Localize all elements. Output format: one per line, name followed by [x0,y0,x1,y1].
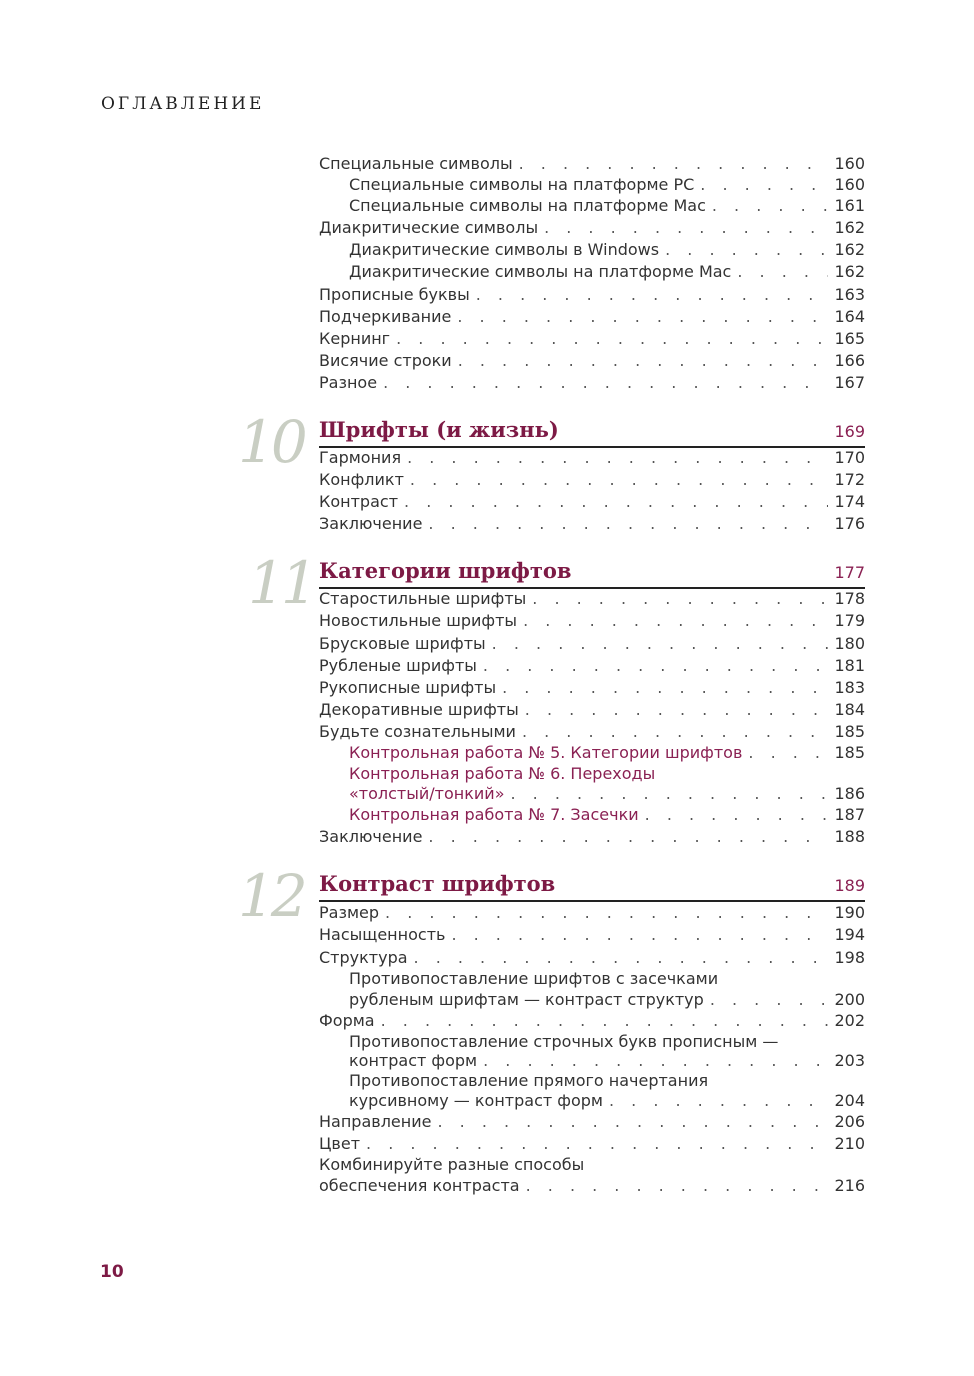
entry-title: Контрольная работа № 5. Категории шрифтов [349,743,743,762]
entry-title: Направление [319,1112,432,1131]
toc-entry[interactable] [319,217,865,239]
chapter-number: 10 [238,408,304,476]
dot-leader [523,610,828,632]
chapter-title: Категории шрифтов [319,558,572,583]
entry-page: 187 [834,805,865,824]
entry-title: обеспечения контраста [319,1176,520,1195]
entry-title: Брусковые шрифты [319,634,486,653]
dot-leader [665,239,828,261]
toc-entry[interactable] [319,699,865,721]
entry-title: Специальные символы на платформе Mac [349,196,706,215]
dot-leader [457,306,828,328]
chapter-title: Контраст шрифтов [319,871,556,896]
toc-entry[interactable] [319,610,865,632]
entry-page: 210 [834,1134,865,1153]
toc-entry[interactable] [319,655,865,677]
entry-page: 194 [834,925,865,944]
entry-page: 179 [834,611,865,630]
dot-leader [383,372,828,394]
chapter-page: 169 [834,422,865,441]
entry-page: 162 [834,262,865,281]
entry-title: Прописные буквы [319,285,470,304]
entry-title: Специальные символы [319,154,513,173]
entry-page: 200 [834,990,865,1009]
entry-title: Заключение [319,827,423,846]
dot-leader [525,699,829,721]
dot-leader [645,804,829,826]
entry-title-line: Контрольная работа № 6. Переходы [349,764,656,783]
dot-leader [410,469,829,491]
toc-entry[interactable] [319,153,865,175]
entry-page: 180 [834,634,865,653]
entry-page: 188 [834,827,865,846]
entry-title-line: Противопоставление прямого начертания [349,1071,709,1090]
toc-entry[interactable] [319,1111,865,1133]
entry-page: 166 [834,351,865,370]
entry-title: Кернинг [319,329,391,348]
entry-page: 167 [834,373,865,392]
dot-leader [414,947,829,969]
entry-title: курсивному — контраст форм [349,1091,603,1110]
toc-entry[interactable] [319,1133,865,1155]
chapter-number: 12 [238,862,304,930]
toc-entry[interactable] [319,328,865,350]
entry-title: Насыщенность [319,925,446,944]
entry-page: 204 [834,1091,865,1110]
dot-leader [381,1010,829,1032]
entry-title: Контраст [319,492,399,511]
entry-page: 185 [834,722,865,741]
chapter-heading[interactable] [319,870,865,902]
dot-leader [428,513,828,535]
entry-title: Будьте сознательными [319,722,516,741]
dot-leader [526,1175,829,1197]
entry-page: 165 [834,329,865,348]
entry-page: 203 [834,1051,865,1070]
entry-title: Диакритические символы на платформе Mac [349,262,732,281]
chapter-page: 177 [834,563,865,582]
entry-title: контраст форм [349,1051,478,1070]
entry-title: Структура [319,948,408,967]
toc-subentry[interactable] [349,261,865,283]
toc-entry[interactable] [319,721,865,743]
toc-entry[interactable] [319,826,865,848]
entry-title: Цвет [319,1134,361,1153]
toc-entry[interactable] [319,588,865,610]
dot-leader [510,783,828,805]
dot-leader [710,989,829,1011]
dot-leader [404,491,828,513]
entry-title-line: Комбинируйте разные способы [319,1155,585,1174]
toc-subentry[interactable] [349,239,865,261]
toc-entry[interactable] [319,1175,865,1197]
entry-title: Подчеркивание [319,307,452,326]
entry-title: «толстый/тонкий» [349,784,505,803]
chapter-page: 189 [834,876,865,895]
dot-leader [502,677,828,699]
dot-leader [492,633,829,655]
entry-page: 185 [834,743,865,762]
entry-page: 164 [834,307,865,326]
toc-entry[interactable] [319,633,865,655]
toc-entry[interactable] [319,284,865,306]
toc-subentry[interactable] [349,1090,865,1112]
entry-page: 163 [834,285,865,304]
entry-title: Специальные символы на платформе PC [349,175,695,194]
dot-leader [458,350,829,372]
dot-leader [748,742,828,764]
dot-leader [544,217,828,239]
entry-page: 202 [834,1011,865,1030]
toc-entry[interactable] [319,306,865,328]
toc-entry[interactable] [319,350,865,372]
entry-page: 176 [834,514,865,533]
chapter-number: 11 [248,549,314,617]
page-number: 10 [100,1262,124,1282]
toc-subentry[interactable] [349,1050,865,1072]
dot-leader [712,195,829,217]
entry-title: рубленым шрифтам — контраст структур [349,990,704,1009]
entry-title: Разное [319,373,378,392]
entry-page: 216 [834,1176,865,1195]
entry-page: 161 [834,196,865,215]
dot-leader [483,655,829,677]
dot-leader [483,1050,828,1072]
entry-title: Рукописные шрифты [319,678,497,697]
running-head: ОГЛАВЛЕНИЕ [101,94,265,114]
toc-subentry[interactable] [349,195,865,217]
entry-title: Декоративные шрифты [319,700,519,719]
entry-page: 181 [834,656,865,675]
toc-entry[interactable] [319,947,865,969]
chapter-heading[interactable] [319,416,865,448]
dot-leader [609,1090,828,1112]
chapter-title: Шрифты (и жизнь) [319,417,559,442]
entry-page: 170 [834,448,865,467]
entry-page: 160 [834,154,865,173]
entry-title: Гармония [319,448,402,467]
entry-title: Размер [319,903,380,922]
toc-entry[interactable] [319,491,865,513]
dot-leader [366,1133,828,1155]
entry-page: 160 [834,175,865,194]
entry-title: Рубленые шрифты [319,656,477,675]
dot-leader [407,447,828,469]
dot-leader [700,174,828,196]
dot-leader [522,721,829,743]
entry-title: Старостильные шрифты [319,589,527,608]
entry-title-line: Противопоставление строчных букв прописным — [349,1032,779,1051]
entry-title: Контрольная работа № 7. Засечки [349,805,639,824]
toc-subentry[interactable] [349,989,865,1011]
toc-entry[interactable] [319,372,865,394]
toc-entry[interactable] [319,469,865,491]
dot-leader [476,284,829,306]
toc-entry[interactable] [319,513,865,535]
entry-title: Диакритические символы [319,218,539,237]
dot-leader [437,1111,828,1133]
entry-page: 184 [834,700,865,719]
entry-title: Диакритические символы в Windows [349,240,660,259]
toc-entry[interactable] [319,1010,865,1032]
dot-leader [451,924,828,946]
entry-title: Висячие строки [319,351,452,370]
toc-subentry[interactable] [349,174,865,196]
entry-page: 198 [834,948,865,967]
toc-exercise-entry[interactable] [349,783,865,805]
entry-page: 174 [834,492,865,511]
entry-title: Заключение [319,514,423,533]
entry-title-line: Противопоставление шрифтов с засечками [349,969,719,988]
toc-exercise-entry[interactable] [349,804,865,826]
dot-leader [737,261,828,283]
toc-entry[interactable] [319,447,865,469]
entry-title: Новостильные шрифты [319,611,518,630]
entry-title: Конфликт [319,470,404,489]
entry-page: 206 [834,1112,865,1131]
entry-page: 186 [834,784,865,803]
entry-page: 162 [834,240,865,259]
entry-page: 178 [834,589,865,608]
dot-leader [532,588,828,610]
toc-entry[interactable] [319,677,865,699]
dot-leader [385,902,828,924]
entry-page: 183 [834,678,865,697]
entry-page: 190 [834,903,865,922]
entry-title: Форма [319,1011,375,1030]
dot-leader [428,826,828,848]
entry-page: 162 [834,218,865,237]
toc-entry[interactable] [319,924,865,946]
toc-entry[interactable] [319,902,865,924]
chapter-heading[interactable] [319,557,865,589]
dot-leader [396,328,828,350]
toc-exercise-entry[interactable] [349,742,865,764]
dot-leader [519,153,829,175]
entry-page: 172 [834,470,865,489]
